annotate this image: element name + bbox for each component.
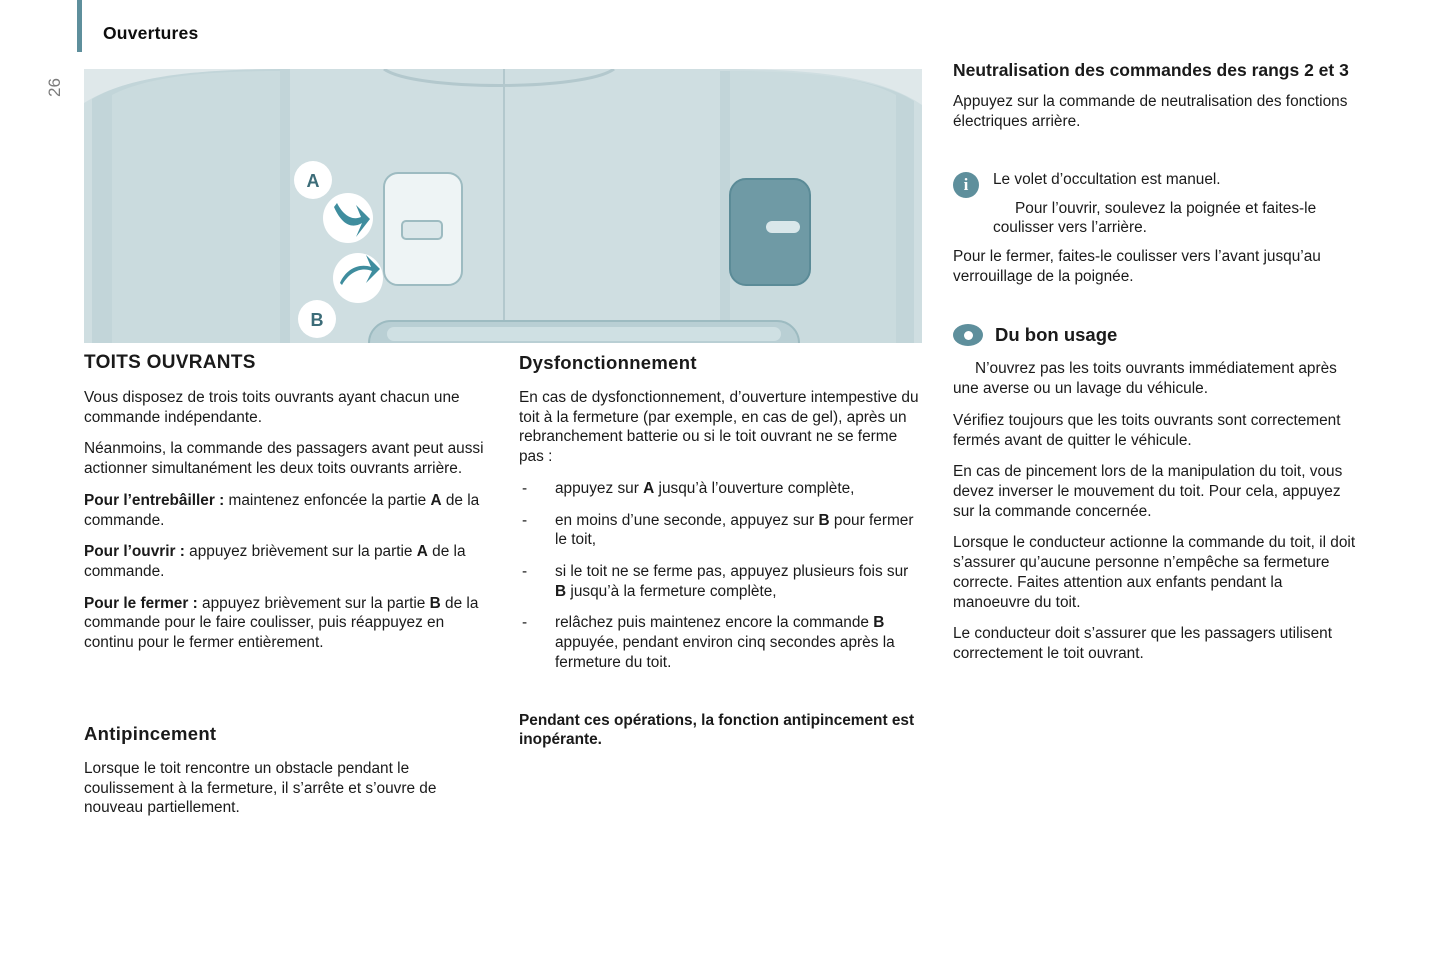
header-accent-rule [77,0,82,52]
text-fermer-1: appuyez brièvement sur la partie [197,594,430,612]
column-middle-spacer [519,685,919,711]
list-item-text-3a: si le toit ne se ferme pas, appuyez plusieurs fois sur [555,563,909,581]
text-entrebailler-1: maintenez enfoncée la partie [224,491,431,509]
section-title-toits-ouvrants: TOITS OUVRANTS [84,352,256,373]
roof-illustration [84,69,922,343]
paragraph-commande-passagers: Néanmoins, la commande des passagers avant peut aussi actionner simultanément les deux toits ouvrants arrière. [84,440,484,478]
column-middle [519,352,919,762]
list-item-text-1b: jusqu’à l’ouverture complète, [654,479,855,497]
dysfonctionnement-steps [519,479,919,673]
column-right-spacer-2 [953,298,1358,324]
du-bon-usage-title: Du bon usage [995,324,1118,346]
eye-icon [953,324,983,346]
ref-commande-a-2: A [416,543,428,561]
roof-illustration-svg [84,69,922,343]
text-ouvrir-2: de la commande. [84,543,466,581]
list-item [519,479,919,499]
list-item-bold-4: B [873,614,885,632]
column-right [953,60,1358,676]
section-title-neutralisation: Neutralisation des commandes des rangs 2 et 3 [953,60,1349,80]
text-ouvrir-1: appuyez brièvement sur la partie [184,543,417,561]
info-note [953,170,1358,287]
dash-marker: - [522,563,528,581]
info-icon: i [953,172,979,198]
paragraph-ouvrir [84,542,484,581]
paragraph-bon-usage-5: Le conducteur doit s’assurer que les passagers utilisent correctement le toit ouvrant. [953,625,1332,662]
info-note-line-2: Pour l’ouvrir, soulevez la poignée et faites-le coulisser vers l’arrière. [993,199,1317,237]
illustration-label-b: B [310,310,324,330]
section-title-dysfonctionnement: Dysfonctionnement [519,352,697,373]
paragraph-bon-usage-4: Lorsque le conducteur actionne la commande du toit, il doit s’assurer qu’aucune personne n’empêche sa fermeture correcte. Faites attention aux enfants pendant la manoeuvre du toit. [953,534,1356,611]
label-fermer: Pour le fermer : [84,594,198,612]
list-item-text-2a: en moins d’une seconde, appuyez sur [555,511,819,529]
label-entrebailler: Pour l’entrebâiller : [84,491,225,509]
paragraph-antipincement-inoperante: Pendant ces opérations, la fonction antipincement est inopérante. [519,711,915,749]
list-item [519,613,919,672]
text-fermer-2: de la commande pour le faire coulisser, puis réappuyez en continu pour le fermer entièrement. [84,594,479,652]
page-number: 26 [45,78,64,97]
list-item-bold-2: B [818,511,830,529]
ref-commande-b: B [429,594,441,612]
column-left-spacer [84,665,484,723]
list-item-bold-3: B [555,582,567,600]
paragraph-bon-usage-3: En cas de pincement lors de la manipulation du toit, vous devez inverser le mouvement du toit. Pour cela, appuyez sur la commande concernée. [953,463,1343,520]
list-item-text-4a: relâchez puis maintenez encore la commande [555,614,874,632]
du-bon-usage-header [953,324,1358,346]
list-item-bold-1: A [643,479,655,497]
text-entrebailler-2: de la commande. [84,491,480,529]
section-title-antipincement: Antipincement [84,722,217,744]
paragraph-dysfonctionnement-intro: En cas de dysfonctionnement, d’ouverture intempestive du toit à la fermeture (par exemple, en cas de gel), après un rebranchement batterie ou si le toit ouvrant ne se ferme pas : [519,389,919,466]
list-item [519,511,919,550]
paragraph-fermer [84,594,484,653]
paragraph-bon-usage-2: Vérifiez toujours que les toits ouvrants sont correctement fermés avant de quitter le véhicule. [953,411,1341,449]
info-note-line-1: Le volet d’occultation est manuel. [993,170,1221,188]
illustration-label-a: A [306,171,320,191]
label-ouvrir: Pour l’ouvrir : [84,543,185,561]
dash-marker: - [522,479,528,497]
ref-commande-a: A [430,491,442,509]
list-item-text-2b: pour fermer le toit, [555,511,914,549]
list-item [519,562,919,601]
paragraph-antipincement: Lorsque le toit rencontre un obstacle pendant le coulissement à la fermeture, il s’arrête et s’ouvre de nouveau partiellement. [84,759,437,817]
list-item-text-3b: jusqu’à la fermeture complète, [566,582,777,600]
info-note-line-3: Pour le fermer, faites-le coulisser vers l’avant jusqu’au verrouillage de la poignée. [953,247,1321,285]
column-right-spacer-1 [953,144,1358,170]
list-item-text-4b: appuyée, pendant environ cinq secondes après la fermeture du toit. [555,634,895,671]
paragraph-entrebailler [84,491,484,530]
dash-marker: - [522,511,528,529]
page-title: Ouvertures [103,23,199,43]
list-item-text-1a: appuyez sur [555,479,644,497]
paragraph-bon-usage-1: N’ouvrez pas les toits ouvrants immédiatement après une averse ou un lavage du véhicule. [953,360,1337,398]
column-left [84,352,484,830]
paragraph-neutralisation: Appuyez sur la commande de neutralisation des fonctions électriques arrière. [953,93,1348,131]
paragraph-trois-toits: Vous disposez de trois toits ouvrants ayant chacun une commande indépendante. [84,389,460,426]
dash-marker: - [522,614,528,632]
